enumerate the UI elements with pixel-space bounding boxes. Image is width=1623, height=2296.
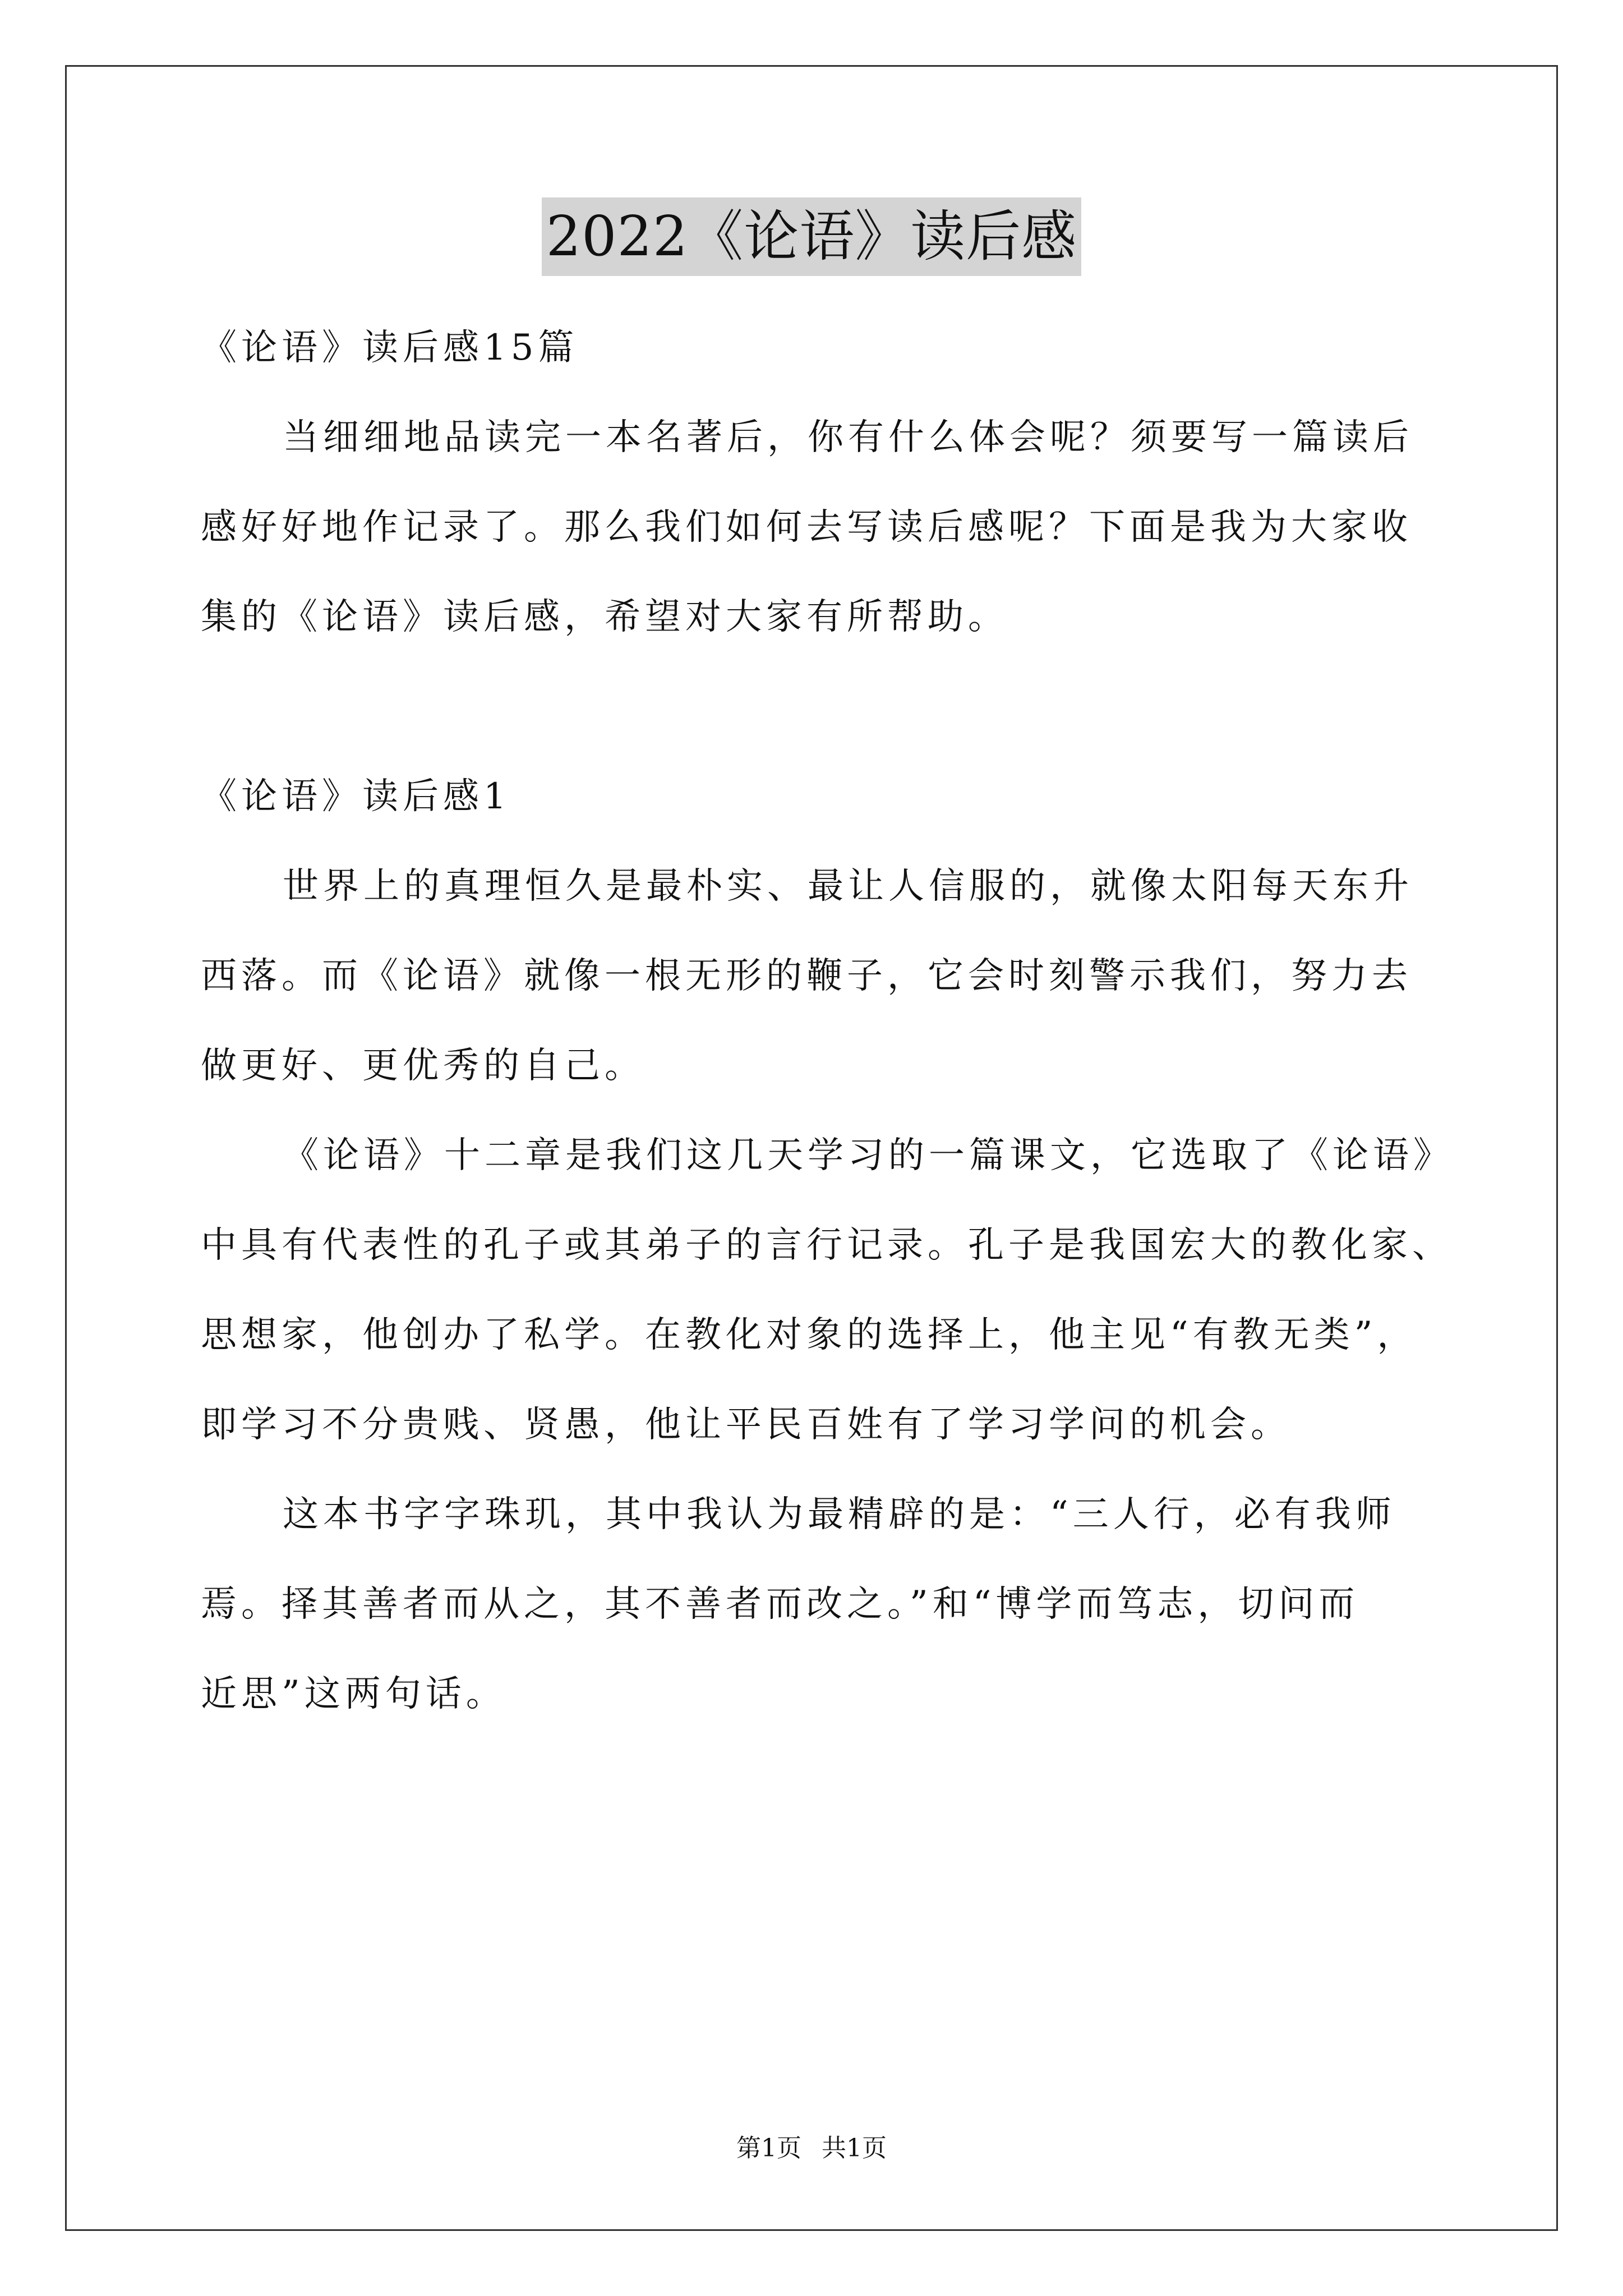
paragraph-line: 即学习不分贵贱、贤愚，他让平民百姓有了学习学问的机会。: [201, 1404, 1291, 1446]
body-paragraph-2: [201, 1111, 1454, 1470]
section-heading: 《论语》读后感1: [201, 776, 511, 817]
paragraph-line: 中具有代表性的孔子或其弟子的言行记录。孔子是我国宏大的教化家、: [201, 1225, 1453, 1266]
paragraph-line: 西落。而《论语》就像一根无形的鞭子，它会时刻警示我们，努力去: [201, 955, 1412, 997]
paragraph-line: 感好好地作记录了。那么我们如何去写读后感呢？下面是我为大家收: [201, 507, 1412, 548]
body-paragraph-3: [201, 1470, 1435, 1739]
page-number-current: 第1页: [736, 2134, 801, 2162]
document-body: [201, 303, 1454, 1739]
section-spacer: [201, 662, 1435, 752]
paragraph-line: 近思”这两句话。: [201, 1673, 506, 1715]
paragraph-line: 集的《论语》读后感，希望对大家有所帮助。: [201, 596, 1008, 638]
paragraph-line: 焉。择其善者而从之，其不善者而改之。”和“博学而笃志，切问而: [201, 1584, 1359, 1625]
subtitle: 《论语》读后感15篇: [201, 327, 579, 369]
title-container: [0, 197, 1623, 276]
page-footer: [0, 2132, 1623, 2165]
paragraph-line: 当细细地品读完一本名著后，你有什么体会呢？须要写一篇读后: [283, 417, 1413, 458]
paragraph-line: 做更好、更优秀的自己。: [201, 1045, 645, 1087]
body-paragraph-1: [201, 841, 1435, 1111]
paragraph-line: 这本书字字珠玑，其中我认为最精辟的是：“三人行，必有我师: [283, 1494, 1396, 1535]
paragraph-line: 世界上的真理恒久是最朴实、最让人信服的，就像太阳每天东升: [283, 866, 1413, 907]
paragraph-line: 《论语》十二章是我们这几天学习的一篇课文，它选取了《论语》: [283, 1135, 1454, 1176]
intro-paragraph: [201, 393, 1435, 662]
page-number-total: 共1页: [822, 2134, 887, 2162]
paragraph-line: 思想家，他创办了私学。在教化对象的选择上，他主见“有教无类”，: [201, 1314, 1418, 1356]
document-title: 2022《论语》读后感: [542, 197, 1081, 276]
